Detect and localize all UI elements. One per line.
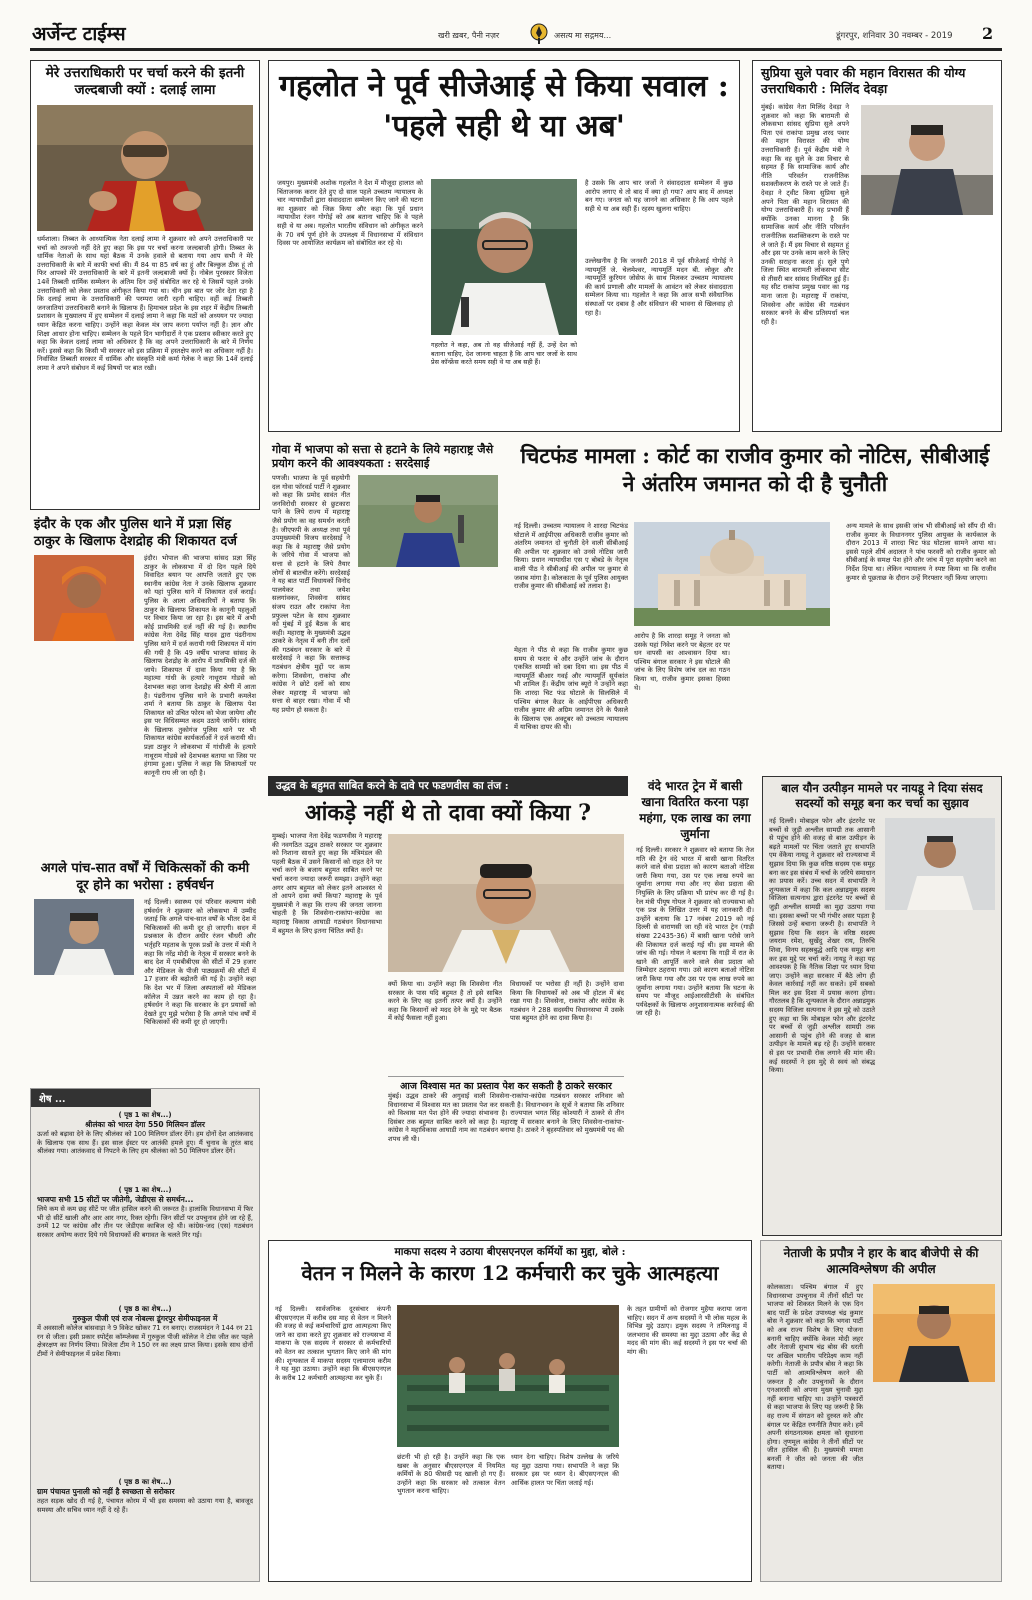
shesh-text: ऊर्जा को बढ़ावा देने के लिए श्रीलंका को 100 मिलियन डॉलर देंगे। हम दोनों देश आतंकवाद के खिलाफ एक साथ हैं। इस साल ईस्टर पर आतंकी हमले हुए। मैं चुनाव के तुरंत बाद श्रीलंका गया। आतंकवाद से निपटने के लिए हम श्रीलंका को 50 मिलियन डॉलर देंगे।	[37, 1130, 253, 1156]
venkaiah-naidu-photo	[885, 818, 995, 910]
naidu-headline: बाल यौन उत्पीड़न मामले पर नायडू ने दिया संसद सदस्यों को समूह बना कर चर्चा का सुझाव	[781, 781, 983, 810]
supriya-body: मुंबई। कांग्रेस नेता मिलिंद देवड़ा ने शुक्रवार को कहा कि बारामती से लोकसभा सांसद सुप्रिया सुले अपने पिता एवं राकांपा प्रमुख शरद पवार की महान विरासत की योग्य उत्तराधिकारी हैं। पूर्व केंद्रीय मंत्री ने कहा कि वह सुले के उस विचार से सहमत हैं कि सामाजिक कार्य और नीति परिवर्तन राजनीतिक सशक्तीकरण के रास्ते पर ले जाते हैं। देवड़ा ने ट्वीट किया सुप्रिया सुले अपने पिता की महान विरासत की योग्य उत्तराधिकारी हैं। वह प्रभावी हैं क्योंकि उनका मानना है कि सामाजिक कार्य और नीति परिवर्तन राजनीतिक सशक्तिकरण के रास्ते पर ले जाते हैं। मैं इस विचार से सहमत हूं और इस पर उनके काम करने के लिए उनकी सराहना करता हूं। सुले पुणे जिला स्थित बारामती लोकसभा सीट से तीसरी बार सांसद निर्वाचित हुई हैं। यह सीट राकांपा प्रमुख पवार का गढ़ माना जाता है। महाराष्ट्र में राकांपा, शिवसेना और कांग्रेस की गठबंधन सरकार बनने के बीच प्रतिस्पर्धा चल रही है।	[761, 103, 849, 326]
gehlot-body-col3: है उसके कि आप चार जजों ने संवाददाता सम्मेलन में कुछ आरोप लगाए थे तो बाद में क्या हो गया? आप बाद में अध्यक्ष बन गए। जनता को यह जानने का अधिकार है कि आप पहले सही थे या अब सही हैं। रहस्य खुलना चाहिए।	[585, 179, 733, 213]
paper-title: अर्जेन्ट टाईम्स	[32, 23, 126, 45]
chitfund-body-col1b: मेहता ने पीठ से कहा कि राजीव कुमार कुछ समय से फरार थे और उन्होंने जांच के दौरान एकत्रित सामग्री को दबा दिया था। इस पीठ में न्यायमूर्ति बीआर गवई और न्यायमूर्ति सूर्यकांत भी शामिल हैं। केंद्रीय जांच ब्यूरो ने उन्होंने कहा कि शारदा चिट फंड घोटाले के सिलसिले में पश्चिम बंगाल कैडर के आईपीएस अधिकारी राजीव कुमार की अग्रिम जमानत देने के फैसले के खिलाफ एक अक्टूबर को उच्चतम न्यायालय में याचिका दायर की थी।	[514, 646, 628, 732]
shesh-continuation: ( पृष्ठ 1 का शेष...)	[118, 1186, 172, 1194]
gehlot-photo	[431, 179, 577, 335]
shesh-item	[31, 1184, 259, 1303]
bsnl-body-col1: नई दिल्ली। सार्वजनिक दूरसंचार कंपनी बीएसएनएल में करीब दस माह से वेतन न मिलने की वजह से कई कर्मचारियों द्वारा आत्महत्या किए जाने का दावा करते हुए शुक्रवार को राज्यसभा में माकपा के एक सदस्य ने सरकार से कर्मचारियों को वेतन का तत्काल भुगतान किए जाने की मांग की। शून्यकाल में माकपा सदस्य एलामारम करीम ने यह मुद्दा उठाया। उन्होंने कहा कि बीएसएनएल के करीब 12 कर्मचारी आत्महत्या कर चुके हैं।	[275, 1305, 391, 1382]
shesh-item	[31, 1476, 259, 1535]
shesh-label: शेष ...	[31, 1089, 151, 1107]
harshvardhan-photo	[34, 899, 134, 975]
sawant-headline: गोवा में भाजपा को सत्ता से हटाने के लिये महाराष्ट्र जैसे प्रयोग करने की आवश्यकता : सरदेसाई	[272, 442, 494, 470]
lama-article	[30, 60, 260, 510]
supreme-court-photo	[634, 522, 830, 626]
fadnavis-headline: आंकड़े नहीं थे तो दावा क्यों किया ?	[304, 800, 592, 826]
gehlot-body-col3b: उल्लेखनीय है कि जनवरी 2018 में पूर्व सीजेआई गोगोई ने न्यायमूर्ति जे. चेलमेश्वर, न्यायमूर्ति मदन बी. लोकुर और न्यायमूर्ति कुरियन जोसेफ के साथ मिलकर उच्चतम न्यायालय की कार्य प्रणाली और मामलों के आवंटन को लेकर संवाददाता सम्मेलन किया था। गहलोत ने कहा कि आज सभी संवैधानिक संस्थाओं पर दबाव है और संविधान की भावना से खिलवाड़ हो रहा है।	[585, 257, 733, 317]
pen-nib-icon	[530, 23, 548, 45]
fadnavis-article	[268, 776, 628, 1236]
bsnl-body-col2: छंटनी भी हो रही है। उन्होंने कहा कि एक खबर के अनुसार बीएसएनएल में नियमित कर्मियों के 80 फीसदी पद खाली हो गए हैं। उन्होंने कहा कि सरकार को तत्काल वेतन भुगतान करना चाहिए।	[397, 1453, 505, 1496]
chitfund-body-col2: आरोप है कि शारदा समूह ने जनता को उसके यहां निवेश करने पर बेहतर दर पर धन वापसी का आश्वासन दिया था। पश्चिम बंगाल सरकार ने इस घोटाले की जांच के लिए विशेष जांच दल का गठन किया था, राजीव कुमार इसका हिस्सा थे।	[634, 632, 730, 692]
sardesai-photo	[358, 475, 498, 567]
shesh-title: गुरुकुल पीजी एवं राज नोबल्स डूंगरपुर सेमीफाइनल में	[72, 1314, 218, 1323]
shesh-title: भाजपा सभी 15 सीटों पर जीतेगी, जेडीएस से समर्थन...	[37, 1195, 194, 1204]
pragya-photo	[34, 555, 134, 641]
fadnavis-body-col2: क्यों किया था। उन्होंने कहा कि शिवसेना नीत सरकार के पास यदि बहुमत है तो इसे साबित करने के लिए वह इतनी तत्पर क्यों है। उन्होंने कहा कि किसानों को मदद देने के मुद्दे पर बैठक में कोई फैसला नहीं हुआ।	[388, 980, 502, 1023]
chitfund-article	[508, 440, 1002, 770]
shesh-text: में अवसाली कोलेज बांसवाड़ा ने 9 विकेट खोकर 71 रन बनाए। राजसमंदन ने 144 रन 21 रन से जीता। इसी प्रकार स्पोर्ट्स कॉम्प्लेक्स में गुरुकुल पीजी कॉलेज ने टोस जीत कर पहले क्षेत्ररक्षण का निर्णय लिया। विजेता टीम ने 150 रन का लक्ष्य प्राप्त किया। इसके साथ दोनों टीमों ने सेमीफाइनल में प्रवेश किया।	[37, 1324, 253, 1358]
dateline: डूंगरपुर, शनिवार 30 नवम्बर - 2019	[836, 31, 953, 41]
naidu-article	[762, 776, 1002, 1236]
paper-tagline-left: खरी ख़बर, पैनी नज़र	[438, 31, 500, 40]
shesh-title: ग्राम पंचायत पुनाली को नहीं है स्वच्छता से सरोकार	[37, 1487, 175, 1496]
bsnl-body-col3: ध्यान देना चाहिए। विशेष उल्लेख के जरिये यह मुद्दा उठाया गया। सभापति ने कहा कि सरकार इस पर ध्यान दे। बीएसएनएल की आर्थिक हालत पर चिंता जताई गई।	[511, 1453, 619, 1487]
shesh-item	[31, 1303, 259, 1476]
harshvardhan-body: नई दिल्ली। स्वास्थ्य एवं परिवार कल्याण मंत्री हर्षवर्धन ने शुक्रवार को लोकसभा में उम्मीद जताई कि अगले पांच-सात वर्षों के भीतर देश में चिकित्सकों की कमी दूर हो जाएगी। सदन में प्रश्नकाल के दौरान अधीर रंजन चौधरी और भर्तृहरि महताब के पूरक प्रश्नों के उत्तर में मंत्री ने कहा कि नरेंद्र मोदी के नेतृत्व में सरकार बनने के बाद देश में एमबीबीएस की सीटों में 29 हजार और मेडिकल के पीजी पाठ्यक्रमों की सीटों में 17 हजार की बढ़ोतरी की गई है। उन्होंने कहा कि देश भर में जिला अस्पतालों को मेडिकल कॉलेज में उन्नत करने का काम हो रहा है। हर्षवर्धन ने कहा कि सरकार के इन प्रयासों को देखते हुए मुझे भरोसा है कि अगले पांच वर्षों में चिकित्सकों की कमी दूर हो जाएगी।	[144, 898, 256, 1027]
gehlot-article	[268, 60, 740, 432]
parliament-photo	[397, 1305, 619, 1447]
shesh-continuation: ( पृष्ठ 8 का शेष...)	[118, 1305, 172, 1313]
gehlot-headline: गहलोत ने पूर्व सीजेआई से किया सवाल : 'पहले सही थे या अब'	[279, 69, 729, 144]
sawant-body: पणजी। भाजपा के पूर्व सहयोगी दल गोवा फॉरवर्ड पार्टी ने शुक्रवार को कहा कि प्रमोद सावंत नीत जनविरोधी सरकार से छुटकारा पाने के लिये राज्य में महाराष्ट्र जैसे प्रयोग का वह समर्थन करती है। जीएफपी के अध्यक्ष तथा पूर्व उपमुख्यमंत्री विजय सरदेसाई ने कहा कि वे महाराष्ट्र जैसे प्रयोग के जरिये गोवा में भाजपा को सत्ता से हटाने के लिये तैयार लोगों से बातचीत करेंगे। सरदेसाई ने यह बात पार्टी विधायकों विनोद पालयेकर तथा जयेश सलगांवकर, शिवसेना सांसद संजय राउत और राकांपा नेता प्रफुल्ल पटेल के साथ शुक्रवार को मुंबई में हुई बैठक के बाद कही। महाराष्ट्र के मुख्यमंत्री उद्धव ठाकरे के नेतृत्व में बनी तीन दलों की गठबंधन सरकार के बारे में सरदेसाई ने कहा कि सत्तारूढ़ गठबंधन क्षेत्रीय मुद्दों पर काम करेगा। शिवसेना, राकांपा और कांग्रेस ने छोटे दलों को साथ लेकर महाराष्ट्र में भाजपा को सत्ता से बाहर रखा। गोवा में भी यह प्रयोग हो सकता है।	[272, 474, 350, 715]
naidu-body: नई दिल्ली। मोबाइल फोन और इंटरनेट पर बच्चों से जुड़ी अश्लील सामग्री तक आसानी से पहुंच होने की वजह से बाल उत्पीड़न के बढ़ते मामलों पर चिंता जताते हुए सभापति एम वेंकैया नायडू ने शुक्रवार को राज्यसभा में सुझाव दिया कि कुछ वरिष्ठ सदस्य एक समूह बना कर इस संबंध में चर्चा के जरिये समाधान का प्रयास करें। उच्च सदन में सभापति ने शून्यकाल में कहा कि कल अन्नाद्रमुक सदस्य विजिला सत्यनाथ द्वारा इंटरनेट पर बच्चों से जुड़ी अश्लील सामग्री का मुद्दा उठाया गया था। इसका बच्चों पर भी गंभीर असर पड़ता है जिससे उन्हें बचाना जरूरी है। सभापति ने सुझाव दिया कि सदन के वरिष्ठ सदस्य जयराम रमेश, सुखेंदु शेखर राय, तिरुचि शिवा, विनय सहस्रबुद्धे आदि एक समूह बना कर इस मुद्दे पर चर्चा करें। नायडू ने कहा यह आवश्यक है कि नैतिक शिक्षा पर ध्यान दिया जाए। उन्होंने कहा सरकार में बैठे लोग ही केवल कार्रवाई नहीं कर सकते। हमें सबको मिल कर इस दिशा में प्रयास करना होगा। गौरतलब है कि शून्यकाल के दौरान अन्नाद्रमुक सदस्य विजिला सत्यनाथ ने इस मुद्दे को उठाते हुए कहा था कि मोबाइल फोन और इंटरनेट पर बच्चों से जुड़ी अश्लील सामग्री तक आसानी से पहुंच होने की वजह से बाल उत्पीड़न के मामले बढ़ रहे हैं। उन्होंने सरकार से इस पर प्रभावी रोक लगाने की मांग की। कई सदस्यों ने इस मुद्दे से स्वयं को संबद्ध किया।	[769, 817, 875, 1075]
bsnl-kicker: माकपा सदस्य ने उठाया बीएसएनएल कर्मियों का मुद्दा, बोले :	[394, 1246, 626, 1258]
lama-headline: मेरे उत्तराधिकारी पर चर्चा करने की इतनी जल्दबाजी क्यों : दलाई लामा	[45, 65, 245, 98]
paper-tagline-right: असत्य मा सद्गमय...	[554, 31, 612, 40]
page-number: 2	[982, 24, 994, 43]
bsnl-headline: वेतन न मिलने के कारण 12 कर्मचारी कर चुके आत्महत्या	[301, 1261, 719, 1285]
pragya-article	[30, 514, 260, 854]
chitfund-body-col1: नई दिल्ली। उच्चतम न्यायालय ने शारदा चिटफंड घोटाले में आईपीएस अधिकारी राजीव कुमार को अंतरिम जमानत दो चुनौती देने वाली सीबीआई की अपील पर शुक्रवार को उनसे नोटिस जारी किया। प्रधान न्यायाधीश एस ए बोबडे के नेतृत्व वाली पीठ ने सीबीआई की अपील पर कुमार से जवाब मांगा है। कोलकाता के पूर्व पुलिस आयुक्त राजीव कुमार की सीबीआई को तलाश है।	[514, 522, 628, 591]
dalai-lama-photo	[37, 105, 253, 231]
shesh-item	[31, 1107, 259, 1184]
chandra-bose-photo	[873, 1284, 995, 1382]
fadnavis-body-col1: मुम्बई। भाजपा नेता देवेंद्र फडणवीस ने महाराष्ट्र की नवगठित उद्धव ठाकरे सरकार पर शुक्रवार को निशाना साधते हुए कहा कि मंत्रिमंडल की पहली बैठक में उसने किसानों को राहत देने पर चर्चा करने के बजाय बहुमत साबित करने पर चर्चा करना ज्यादा जरूरी समझा। उन्होंने कहा अगर आप बहुमत को लेकर इतने आश्वस्त थे तो आपने दावा क्यों किया? महाराष्ट्र के पूर्व मुख्यमंत्री ने कहा कि राज्य की जनता जानना चाहती है कि शिवसेना-राकांपा-कांग्रेस का महाराष्ट्र विकास आघाडी गठबंधन विधानसभा में बहुमत के लिए इतना चिंतित क्यों है।	[272, 832, 382, 935]
sawant-article	[268, 440, 500, 770]
harshvardhan-article	[30, 858, 260, 1084]
fadnavis-body-col3: विधायकों पर भरोसा ही नहीं है। उन्होंने दावा किया कि विधायकों को अब भी होटल में बंद रखा गया है। शिवसेना, राकांपा और कांग्रेस के गठबंधन ने 288 सदस्यीय विधानसभा में उसके पास बहुमत होने का दावा किया है।	[510, 980, 624, 1023]
chitfund-headline: चिटफंड मामला : कोर्ट का राजीव कुमार को नोटिस, सीबीआई ने अंतरिम जमानत को दी है चुनौती	[520, 443, 990, 496]
pragya-headline: इंदौर के एक और पुलिस थाने में प्रज्ञा सिंह ठाकुर के खिलाफ देशद्रोह की शिकायत दर्ज	[34, 517, 237, 549]
fadnavis-sub-headline: आज विश्वास मत का प्रस्ताव पेश कर सकती है ठाकरे सरकार	[388, 1076, 624, 1092]
shesh-section	[30, 1088, 260, 1582]
chitfund-body-col3: अन्य मामले के साथ इसकी जांच भी सीबीआई को सौंप दी थी। राजीव कुमार के विधाननगर पुलिस आयुक्त के कार्यकाल के दौरान 2013 में शारदा चिट फंड घोटाला सामने आया था। इससे पहले शीर्ष अदालत ने पांच फरवरी को राजीव कुमार को सीबीआई के समक्ष पेश होने और जांच में पूरा सहयोग करने का निर्देश दिया था। लेकिन न्यायालय ने स्पष्ट किया था कि राजीव कुमार से पूछताछ के दौरान उन्हें गिरफ्तार नहीं किया जाएगा।	[846, 522, 996, 582]
netaji-body: कोलकाता। पश्चिम बंगाल में हुए विधानसभा उपचुनाव में तीनों सीटों पर भाजपा को शिकस्त मिलने के एक दिन बाद पार्टी के प्रदेश उपाध्यक्ष चंद्र कुमार बोस ने शुक्रवार को कहा कि भगवा पार्टी को अब राज्य विशेष के लिए योजना बनानी चाहिए क्योंकि केवल मोदी लहर और नेताजी सुभाष चंद्र बोस की धरती पर अखिल भारतीय परिप्रेक्ष्य काम नहीं करेगी। नेताजी के प्रपौत्र बोस ने कहा कि पार्टी को आत्मविश्लेषण करने की जरूरत है और उपचुनावों के दौरान एनआरसी को अपना मुख्य चुनावी मुद्दा नहीं बनाना चाहिए था। उन्होंने पत्रकारों से कहा भाजपा के लिए यह जरूरी है कि वह राज्य में संगठन को दुरुस्त करे और बंगाल पर केंद्रित रणनीति तैयार करे। हमें अपनी संगठनात्मक क्षमता को सुधारना होगा। तृणमूल कांग्रेस ने तीनों सीटों पर जीत हासिल की है। मुख्यमंत्री ममता बनर्जी ने जीत को जनता की जीत बताया।	[767, 1283, 863, 1472]
netaji-headline: नेताजी के प्रपौत्र ने हार के बाद बीजेपी से की आत्मविश्लेषण की अपील	[783, 1246, 979, 1276]
shesh-text: तहत सड़क खोद दी गई है, पंचायत कोरम में भी इस समस्या को उठाया गया है, बावजूद समस्या और सचिव ध्यान नहीं दे रहे हैं।	[37, 1497, 253, 1514]
supriya-article	[752, 60, 1002, 432]
gehlot-caption: गहलोत ने कहा, अब तो वह सीजेआई नहीं हैं, उन्हें देश को बताना चाहिए, देश जानना चाहता है कि आप चार जजों के साथ प्रेस कॉन्फ्रेंस करते समय सही थे या अब सही हैं।	[431, 341, 577, 367]
pragya-body: इंदौर। भोपाल की भाजपा सांसद प्रज्ञा सिंह ठाकुर के लोकसभा में दो दिन पहले दिये विवादित बयान पर आपत्ति जताते हुए एक स्थानीय कांग्रेस नेता ने उनके खिलाफ शुक्रवार को यहां पुलिस थाने में शिकायत दर्ज कराई। पुलिस के आला अधिकारियों ने बताया कि ठाकुर के खिलाफ शिकायत के कानूनी पहलुओं पर विचार किया जा रहा है। इस बारे में अभी कोई प्राथमिकी दर्ज नहीं की गई है। स्थानीय कांग्रेस नेता देवेंद्र सिंह यादव द्वारा पंढरीनाथ पुलिस थाने में दर्ज करायी गयी शिकायत में मांग की गयी है कि 49 वर्षीय भाजपा सांसद के खिलाफ देशद्रोह के आरोप में प्राथमिकी दर्ज की जाये। शिकायत में दावा किया गया है कि महात्मा गांधी के हत्यारे नाथूराम गोडसे को देशभक्त कहा जाना देशद्रोह की श्रेणी में आता है। पंढरीनाथ पुलिस थाने के प्रभारी कमलेश शर्मा ने बताया कि ठाकुर के खिलाफ पेश शिकायत को उचित फोरम को भेजा जायेगा और इस पर विधिसम्मत कदम उठाये जायेंगे। सांसद के खिलाफ तुकोगंज पुलिस थाने पर भी शिकायत कांग्रेस कार्यकर्ताओं ने दर्ज करायी थी। प्रज्ञा ठाकुर ने लोकसभा में गांधीजी के हत्यारे नाथूराम गोडसे को देशभक्त बताया था जिस पर हंगामा हुआ। पुलिस ने कहा कि शिकायतों पर कानूनी राय ली जा रही है।	[144, 554, 256, 777]
fadnavis-photo	[388, 834, 624, 972]
bsnl-body-col4: के तहत ग्रामीणों को रोजगार मुहैया कराया जाना चाहिए। सदन में अन्य सदस्यों ने भी लोक महत्व के विभिन्न मुद्दे उठाए। द्रमुक सदस्य ने तमिलनाडु में जलभराव की समस्या का मुद्दा उठाया और केंद्र से मदद की मांग की। कई सदस्यों ने इस पर चर्चा की मांग की।	[627, 1305, 747, 1356]
masthead	[30, 18, 1002, 52]
train-headline: वंदे भारत ट्रेन में बासी खाना वितरित करना पड़ा महंगा, एक लाख का लगा जुर्माना	[639, 779, 751, 841]
shesh-text: लिये कम से कम छह सीटें पर जीत हासिल करने की जरूरत है। हालांकि विधानसभा में फिर भी दो सीटें खाली और आर आर नगर, रिक्त रहेगी। जिन सीटों पर उपचुनाव होने जा रहे हैं, उनमें 12 पर कांग्रेस और तीन पर जेडीएस काबिज रहे थी। कांग्रेस-जद (एस) गठबंधन सरकार अयोग्य करार दिये गये विधायकों की बगावत के चलते गिर गई।	[37, 1205, 253, 1239]
fadnavis-kicker: उद्धव के बहुमत साबित करने के दावे पर फडणवीस का तंज :	[268, 776, 628, 796]
netaji-article	[760, 1240, 1002, 1582]
train-article	[634, 776, 756, 1236]
shesh-continuation: ( पृष्ठ 1 का शेष...)	[118, 1111, 172, 1119]
train-body: नई दिल्ली। सरकार ने शुक्रवार को बताया कि तेज गति की ट्रेन वंदे भारत में बासी खाना वितरित करने वाले सेवा प्रदाता को कारण बताओ नोटिस जारी किया गया, उस पर एक लाख रुपये का जुर्माना लगाया गया और नए सेवा प्रदाता की नियुक्ति के लिए प्रक्रिया भी प्रारंभ कर दी गई है। रेल मंत्री पीयूष गोयल ने शुक्रवार को राज्यसभा को एक प्रश्न के लिखित उत्तर में यह जानकारी दी। उन्होंने बताया कि 17 नवंबर 2019 को नई दिल्ली से वाराणसी जा रही वंदे भारत ट्रेन (गाड़ी संख्या 22435-36) में बासी खाना परोसे जाने की शिकायत दर्ज कराई गई थी। इस मामले की जांच की गई। गोयल ने बताया कि गाड़ी में रात के खाने की आपूर्ति करने वाले सेवा प्रदाता को जिम्मेदार ठहराया गया। उसे कारण बताओ नोटिस जारी किया गया और उस पर एक लाख रुपये का जुर्माना लगाया गया। उन्होंने बताया कि घटना के समय पर मौजूद आईआरसीटीसी के संबंधित पर्यवेक्षकों के खिलाफ अनुशासनात्मक कार्रवाई की जा रही है।	[636, 846, 754, 1018]
fadnavis-sub-body: मुंबई। उद्धव ठाकरे की अगुवाई वाली शिवसेना-राकांपा-कांग्रेस गठबंधन सरकार शनिवार को विधानसभा में विश्वास मत का प्रस्ताव पेश कर सकती है। विधानभवन के सूत्रों ने बताया कि शनिवार को विश्वास मत पेश होने की ज्यादा संभावना है। राज्यपाल भगत सिंह कोश्यारी ने ठाकरे से तीन दिसंबर तक बहुमत साबित करने को कहा है। महाराष्ट्र में सरकार बनाने के लिए शिवसेना-राकांपा-कांग्रेस ने महाविकास आघाडी नाम का गठबंधन बनाया है। ठाकरे ने बृहस्पतिवार को मुख्यमंत्री पद की शपथ ली थी।	[388, 1092, 624, 1143]
shesh-title: श्रीलंका को भारत देगा 550 मिलियन डॉलर	[85, 1120, 205, 1129]
shesh-continuation: ( पृष्ठ 8 का शेष...)	[118, 1478, 172, 1486]
bsnl-article	[268, 1240, 752, 1582]
harshvardhan-headline: अगले पांच-सात वर्षों में चिकित्सकों की कमी दूर होने का भरोसा : हर्षवर्धन	[40, 861, 250, 893]
gehlot-body-col1: जयपुर। मुख्यमंत्री अशोक गहलोत ने देश में मौजूदा हालात को चिंताजनक करार देते हुए दो साल पहले उच्चतम न्यायालय के चार न्यायाधीशों द्वारा संवाददाता सम्मेलन किए जाने की घटना का शुक्रवार को जिक्र किया और कहा कि पूर्व प्रधान न्यायाधीश रंजन गोगोई को अब बताना चाहिए कि वे पहले सही थे या अब। गहलोत भारतीय संविधान को अंगीकृत करने के 70 वर्ष पूर्ण होने के उपलक्ष्य में विधानसभा में संविधान दिवस पर आयोजित कार्यक्रम को संबोधित कर रहे थे।	[277, 179, 423, 248]
milind-deora-photo	[861, 105, 993, 215]
lama-body: धर्मशाला। तिब्बत के आध्यात्मिक नेता दलाई लामा ने शुक्रवार को अपने उत्तराधिकारी पर चर्चा को तवज्जो नहीं देते हुए कहा कि इस पर चर्चा करना जल्दबाजी होगी। तिब्बत के धार्मिक नेताओं के साथ यहां बैठक में उनके हवाले से बताया गया आप सभी ने मेरे उत्तराधिकारी के बारे में काफी चर्चा की। मैं 84 या 85 वर्ष का हूं और बिल्कुल ठीक हूं तो फिर आपको मेरे उत्तराधिकारी के बारे में इतनी जल्दबाजी क्यों है। नोबेल पुरस्कार विजेता 14वें तिब्बती धार्मिक सम्मेलन के अंतिम दिन उन्हें संबोधित कर रहे थे जिसमें पहले उनके उत्तराधिकारी को लेकर प्रस्ताव अंगीकृत किया गया था। चीन इस बात पर जोर देता रहा है कि दलाई लामा के उत्तराधिकारी की परम्परा जारी रहनी चाहिए। वहीं कई तिब्बती जनजातियां उत्तराधिकारी बनाने के खिलाफ हैं। हिमाचल प्रदेश के इस शहर में केंद्रीय तिब्बती प्रशासन के मुख्यालय में हुए सम्मेलन में दलाई लामा ने कहा कि मठों को अध्ययन पर ज्यादा ध्यान केंद्रित करना चाहिए। उन्होंने कहा केवल मंत्र जाप करना पर्याप्त नहीं है। ज्ञान और शिक्षा आधार होना चाहिए। सम्मेलन के पहले दिन भागीदारों ने एक प्रस्ताव स्वीकार करते हुए कहा कि केवल दलाई लामा को अधिकार है कि वह अपने उत्तराधिकारी के बारे में निर्णय करें। इससे कहा कि किसी भी सरकार को इस प्रक्रिया में हस्तक्षेप करने का अधिकार नहीं है। निर्वासित तिब्बती सरकार में धार्मिक और संस्कृति मंत्री कर्मा गेलेक ने कहा कि 14वें दलाई लामा ने अपने संबोधन में कई विषयों पर बात रखी।	[37, 235, 253, 372]
supriya-headline: सुप्रिया सुले पवार की महान विरासत की योग्य उत्तराधिकारी : मिलिंद देवड़ा	[761, 65, 966, 96]
